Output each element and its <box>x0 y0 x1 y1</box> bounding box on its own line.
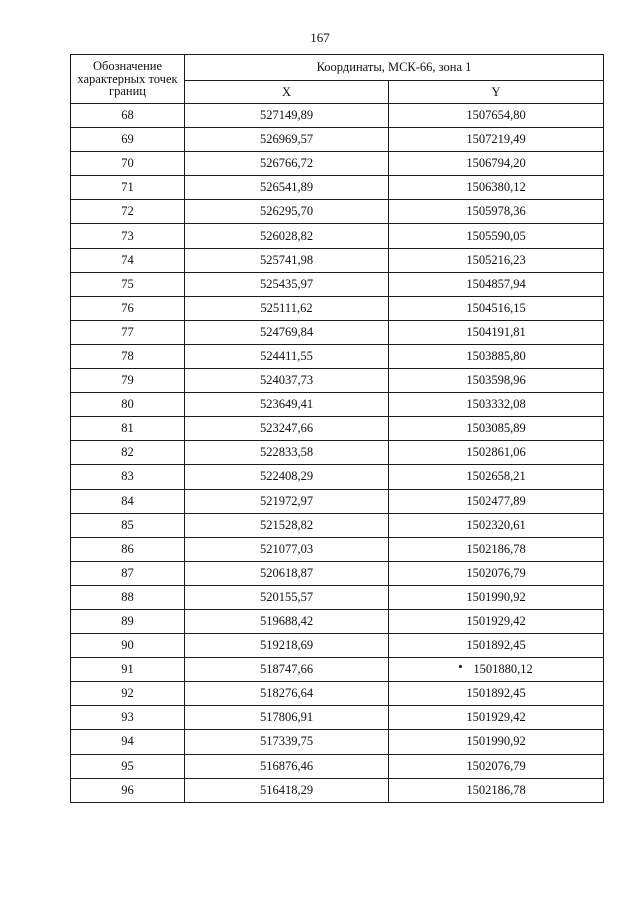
x-coordinate-cell: 526295,70 <box>185 200 389 224</box>
y-coordinate-value: 1501892,45 <box>466 638 526 653</box>
x-coordinate-cell: 526541,89 <box>185 176 389 200</box>
y-coordinate-value: 1506380,12 <box>466 180 526 195</box>
x-coordinate-cell: 521972,97 <box>185 489 389 513</box>
y-coordinate-cell <box>389 272 604 296</box>
header-y: Y <box>389 81 604 104</box>
y-coordinate-value: 1507219,49 <box>466 132 526 147</box>
table-row <box>71 561 604 585</box>
x-coordinate-cell: 527149,89 <box>185 104 389 128</box>
coordinates-table <box>70 54 604 803</box>
table-row <box>71 706 604 730</box>
y-coordinate-value: 1502186,78 <box>466 782 526 797</box>
y-coordinate-value: 1502320,61 <box>466 517 526 532</box>
table-row <box>71 489 604 513</box>
y-coordinate-cell <box>389 585 604 609</box>
y-coordinate-cell <box>389 561 604 585</box>
point-number-cell: 76 <box>71 296 185 320</box>
table-row <box>71 272 604 296</box>
x-coordinate-cell: 526766,72 <box>185 152 389 176</box>
point-number-cell: 94 <box>71 730 185 754</box>
y-coordinate-value: 1501929,42 <box>466 710 526 725</box>
table-row <box>71 320 604 344</box>
y-coordinate-value: 1503598,96 <box>466 373 526 388</box>
y-coordinate-cell <box>389 296 604 320</box>
point-number-cell: 68 <box>71 104 185 128</box>
point-number-cell: 71 <box>71 176 185 200</box>
y-coordinate-cell <box>389 706 604 730</box>
x-coordinate-cell: 522408,29 <box>185 465 389 489</box>
x-coordinate-cell: 525111,62 <box>185 296 389 320</box>
point-number-cell: 95 <box>71 754 185 778</box>
y-coordinate-cell <box>389 634 604 658</box>
point-number-cell: 96 <box>71 778 185 802</box>
header-coordinates-group: Координаты, МСК-66, зона 1 <box>185 55 604 81</box>
y-coordinate-cell <box>389 152 604 176</box>
y-coordinate-value: 1503085,89 <box>466 421 526 436</box>
y-coordinate-cell <box>389 489 604 513</box>
y-coordinate-cell <box>389 682 604 706</box>
y-coordinate-value: 1505590,05 <box>466 228 526 243</box>
y-coordinate-cell <box>389 730 604 754</box>
y-coordinate-value: 1503332,08 <box>466 397 526 412</box>
x-coordinate-cell: 526969,57 <box>185 128 389 152</box>
point-number-cell: 82 <box>71 441 185 465</box>
x-coordinate-cell: 525741,98 <box>185 248 389 272</box>
y-coordinate-value: 1501990,92 <box>466 734 526 749</box>
table-row <box>71 104 604 128</box>
x-coordinate-cell: 525435,97 <box>185 272 389 296</box>
table-row <box>71 393 604 417</box>
y-coordinate-cell <box>389 248 604 272</box>
y-coordinate-cell <box>389 128 604 152</box>
point-number-cell: 85 <box>71 513 185 537</box>
y-coordinate-value: 1502076,79 <box>466 758 526 773</box>
table-row <box>71 200 604 224</box>
table-row <box>71 344 604 368</box>
table-row <box>71 585 604 609</box>
y-coordinate-cell <box>389 465 604 489</box>
y-coordinate-cell <box>389 441 604 465</box>
y-coordinate-value: 1504516,15 <box>466 300 526 315</box>
point-number-cell: 69 <box>71 128 185 152</box>
x-coordinate-cell: 517806,91 <box>185 706 389 730</box>
y-coordinate-value: 1502076,79 <box>466 565 526 580</box>
point-number-cell: 72 <box>71 200 185 224</box>
point-number-cell: 78 <box>71 344 185 368</box>
x-coordinate-cell: 516876,46 <box>185 754 389 778</box>
point-number-cell: 93 <box>71 706 185 730</box>
x-coordinate-cell: 518276,64 <box>185 682 389 706</box>
table-row <box>71 730 604 754</box>
table-row <box>71 417 604 441</box>
x-coordinate-cell: 526028,82 <box>185 224 389 248</box>
point-number-cell: 84 <box>71 489 185 513</box>
x-coordinate-cell: 518747,66 <box>185 658 389 682</box>
x-coordinate-cell: 519688,42 <box>185 609 389 633</box>
x-coordinate-cell: 522833,58 <box>185 441 389 465</box>
x-coordinate-cell: 520618,87 <box>185 561 389 585</box>
x-coordinate-cell: 520155,57 <box>185 585 389 609</box>
y-coordinate-cell <box>389 344 604 368</box>
table-row <box>71 296 604 320</box>
point-number-cell: 70 <box>71 152 185 176</box>
y-coordinate-cell <box>389 224 604 248</box>
point-number-cell: 83 <box>71 465 185 489</box>
header-point-designation: Обозначение характерных точек границ <box>71 55 185 104</box>
y-coordinate-cell <box>389 393 604 417</box>
header-x: X <box>185 81 389 104</box>
y-coordinate-value: 1507654,80 <box>466 108 526 123</box>
point-number-cell: 80 <box>71 393 185 417</box>
y-coordinate-cell <box>389 417 604 441</box>
y-coordinate-value: 1501990,92 <box>466 589 526 604</box>
point-number-cell: 79 <box>71 369 185 393</box>
page-number: 167 <box>310 30 330 45</box>
x-coordinate-cell: 523247,66 <box>185 417 389 441</box>
point-number-cell: 73 <box>71 224 185 248</box>
y-coordinate-value: 1502477,89 <box>466 493 526 508</box>
table-row <box>71 634 604 658</box>
x-coordinate-cell: 524037,73 <box>185 369 389 393</box>
point-number-cell: 74 <box>71 248 185 272</box>
y-coordinate-value: 1501892,45 <box>466 686 526 701</box>
point-number-cell: 81 <box>71 417 185 441</box>
y-coordinate-cell <box>389 658 604 682</box>
y-coordinate-cell <box>389 513 604 537</box>
point-number-cell: 92 <box>71 682 185 706</box>
table-row <box>71 465 604 489</box>
y-coordinate-value: 1503885,80 <box>466 348 526 363</box>
y-coordinate-cell <box>389 320 604 344</box>
table-row <box>71 176 604 200</box>
point-number-cell: 88 <box>71 585 185 609</box>
table-row <box>71 224 604 248</box>
table-row <box>71 682 604 706</box>
point-number-cell: 75 <box>71 272 185 296</box>
table-row <box>71 778 604 802</box>
y-coordinate-value: 1501929,42 <box>466 614 526 629</box>
table-row <box>71 658 604 682</box>
point-number-cell: 91 <box>71 658 185 682</box>
y-coordinate-cell <box>389 104 604 128</box>
point-number-cell: 89 <box>71 609 185 633</box>
table-header <box>71 55 604 104</box>
y-coordinate-value: 1502861,06 <box>466 445 526 460</box>
y-coordinate-cell <box>389 754 604 778</box>
y-coordinate-value: 1504191,81 <box>466 324 526 339</box>
table-row <box>71 537 604 561</box>
y-coordinate-value: 1505978,36 <box>466 204 526 219</box>
x-coordinate-cell: 524411,55 <box>185 344 389 368</box>
x-coordinate-cell: 517339,75 <box>185 730 389 754</box>
table-row <box>71 513 604 537</box>
table-row <box>71 369 604 393</box>
y-coordinate-cell <box>389 537 604 561</box>
table-row <box>71 754 604 778</box>
point-number-cell: 86 <box>71 537 185 561</box>
y-coordinate-cell <box>389 176 604 200</box>
y-coordinate-value: 1505216,23 <box>466 252 526 267</box>
table-row <box>71 128 604 152</box>
x-coordinate-cell: 521528,82 <box>185 513 389 537</box>
y-coordinate-cell <box>389 778 604 802</box>
point-number-cell: 90 <box>71 634 185 658</box>
x-coordinate-cell: 519218,69 <box>185 634 389 658</box>
x-coordinate-cell: 523649,41 <box>185 393 389 417</box>
y-coordinate-value: 1506794,20 <box>466 156 526 171</box>
x-coordinate-cell: 524769,84 <box>185 320 389 344</box>
ink-dot-mark <box>459 665 462 668</box>
x-coordinate-cell: 516418,29 <box>185 778 389 802</box>
y-coordinate-cell <box>389 200 604 224</box>
table-row <box>71 441 604 465</box>
y-coordinate-value: 1501880,12 <box>473 662 533 677</box>
y-coordinate-cell <box>389 369 604 393</box>
table-row <box>71 152 604 176</box>
point-number-cell: 77 <box>71 320 185 344</box>
y-coordinate-value: 1502186,78 <box>466 541 526 556</box>
y-coordinate-cell <box>389 609 604 633</box>
table-row <box>71 609 604 633</box>
y-coordinate-value: 1504857,94 <box>466 276 526 291</box>
y-coordinate-value: 1502658,21 <box>466 469 526 484</box>
point-number-cell: 87 <box>71 561 185 585</box>
table-body <box>71 104 604 803</box>
x-coordinate-cell: 521077,03 <box>185 537 389 561</box>
table-row <box>71 248 604 272</box>
